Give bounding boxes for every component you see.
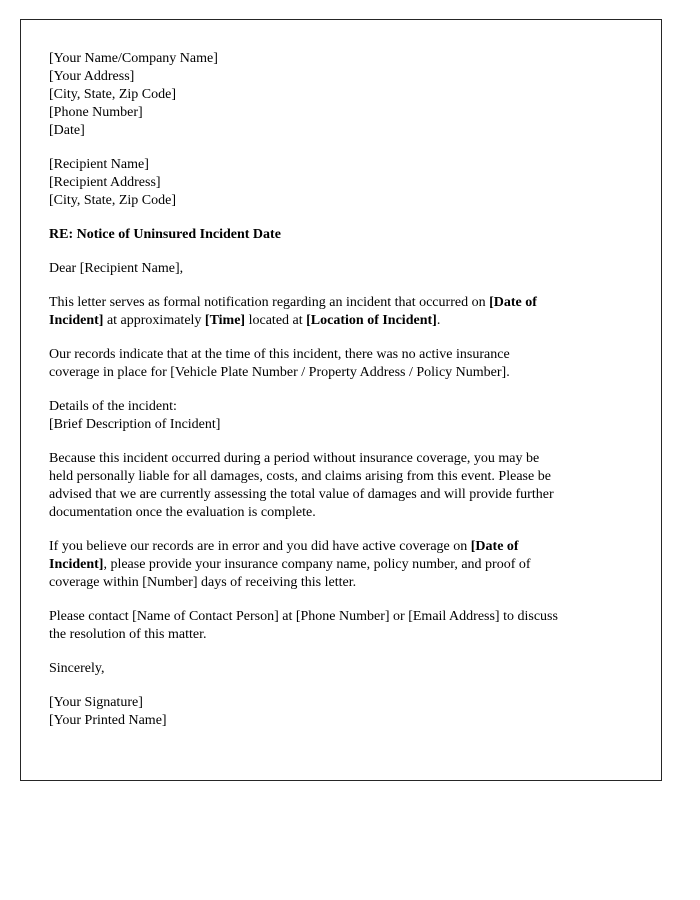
- body-paragraph: [49, 450, 633, 522]
- body-paragraph: [49, 346, 633, 382]
- placeholder-bold: Incident]: [49, 313, 104, 328]
- text-line: [Your Name/Company Name]: [49, 51, 218, 66]
- text-run: Because this incident occurred during a period without insurance coverage, you may be: [49, 451, 540, 466]
- text-run: This letter serves as formal notification regarding an incident that occurred on: [49, 295, 490, 310]
- text-line: [Your Printed Name]: [49, 713, 167, 728]
- text-run: [Brief Description of Incident]: [49, 417, 221, 432]
- text-run: coverage within [Number] days of receiving this letter.: [49, 575, 357, 590]
- body-paragraph: [49, 294, 633, 330]
- signature-block: [49, 694, 633, 730]
- placeholder-bold: [Time]: [204, 313, 246, 328]
- text-run: , please provide your insurance company name, policy number, and proof of: [103, 557, 531, 572]
- closing: Sincerely,: [49, 661, 105, 676]
- text-run: Our records indicate that at the time of this incident, there was no active insurance: [49, 347, 510, 362]
- body-paragraphs: [49, 294, 633, 644]
- text-run: If you believe our records are in error and you did have active coverage on: [49, 539, 471, 554]
- text-run: at approximately: [103, 313, 205, 328]
- salutation: Dear [Recipient Name],: [49, 261, 184, 276]
- sender-block: [49, 50, 633, 140]
- text-run: documentation once the evaluation is complete.: [49, 505, 316, 520]
- placeholder-bold: [Location of Incident]: [306, 313, 437, 328]
- text-line: [Recipient Address]: [49, 175, 161, 190]
- text-line: [Recipient Name]: [49, 157, 149, 172]
- text-run: .: [436, 313, 441, 328]
- text-line: [Your Address]: [49, 69, 135, 84]
- body-paragraph: [49, 538, 633, 592]
- text-run: advised that we are currently assessing the total value of damages and will provide further: [49, 487, 554, 502]
- body-paragraph: [49, 398, 633, 434]
- text-line: [Phone Number]: [49, 105, 143, 120]
- text-run: the resolution of this matter.: [49, 627, 207, 642]
- text-run: Please contact [Name of Contact Person] at [Phone Number] or [Email Address] to discuss: [49, 609, 558, 624]
- text-line: [City, State, Zip Code]: [49, 193, 177, 208]
- text-line: [Date]: [49, 123, 85, 138]
- text-line: [Your Signature]: [49, 695, 143, 710]
- text-line: [City, State, Zip Code]: [49, 87, 177, 102]
- placeholder-bold: Incident]: [49, 557, 104, 572]
- placeholder-bold: [Date of: [470, 539, 519, 554]
- text-run: located at: [245, 313, 307, 328]
- letter-sheet: [20, 19, 662, 781]
- recipient-block: [49, 156, 633, 210]
- text-run: coverage in place for [Vehicle Plate Number / Property Address / Policy Number].: [49, 365, 510, 380]
- body-paragraph: [49, 608, 633, 644]
- placeholder-bold: [Date of: [489, 295, 537, 310]
- text-run: Details of the incident:: [49, 399, 177, 414]
- subject-line: RE: Notice of Uninsured Incident Date: [49, 227, 281, 242]
- text-run: held personally liable for all damages, costs, and claims arising from this event. Please be: [49, 469, 551, 484]
